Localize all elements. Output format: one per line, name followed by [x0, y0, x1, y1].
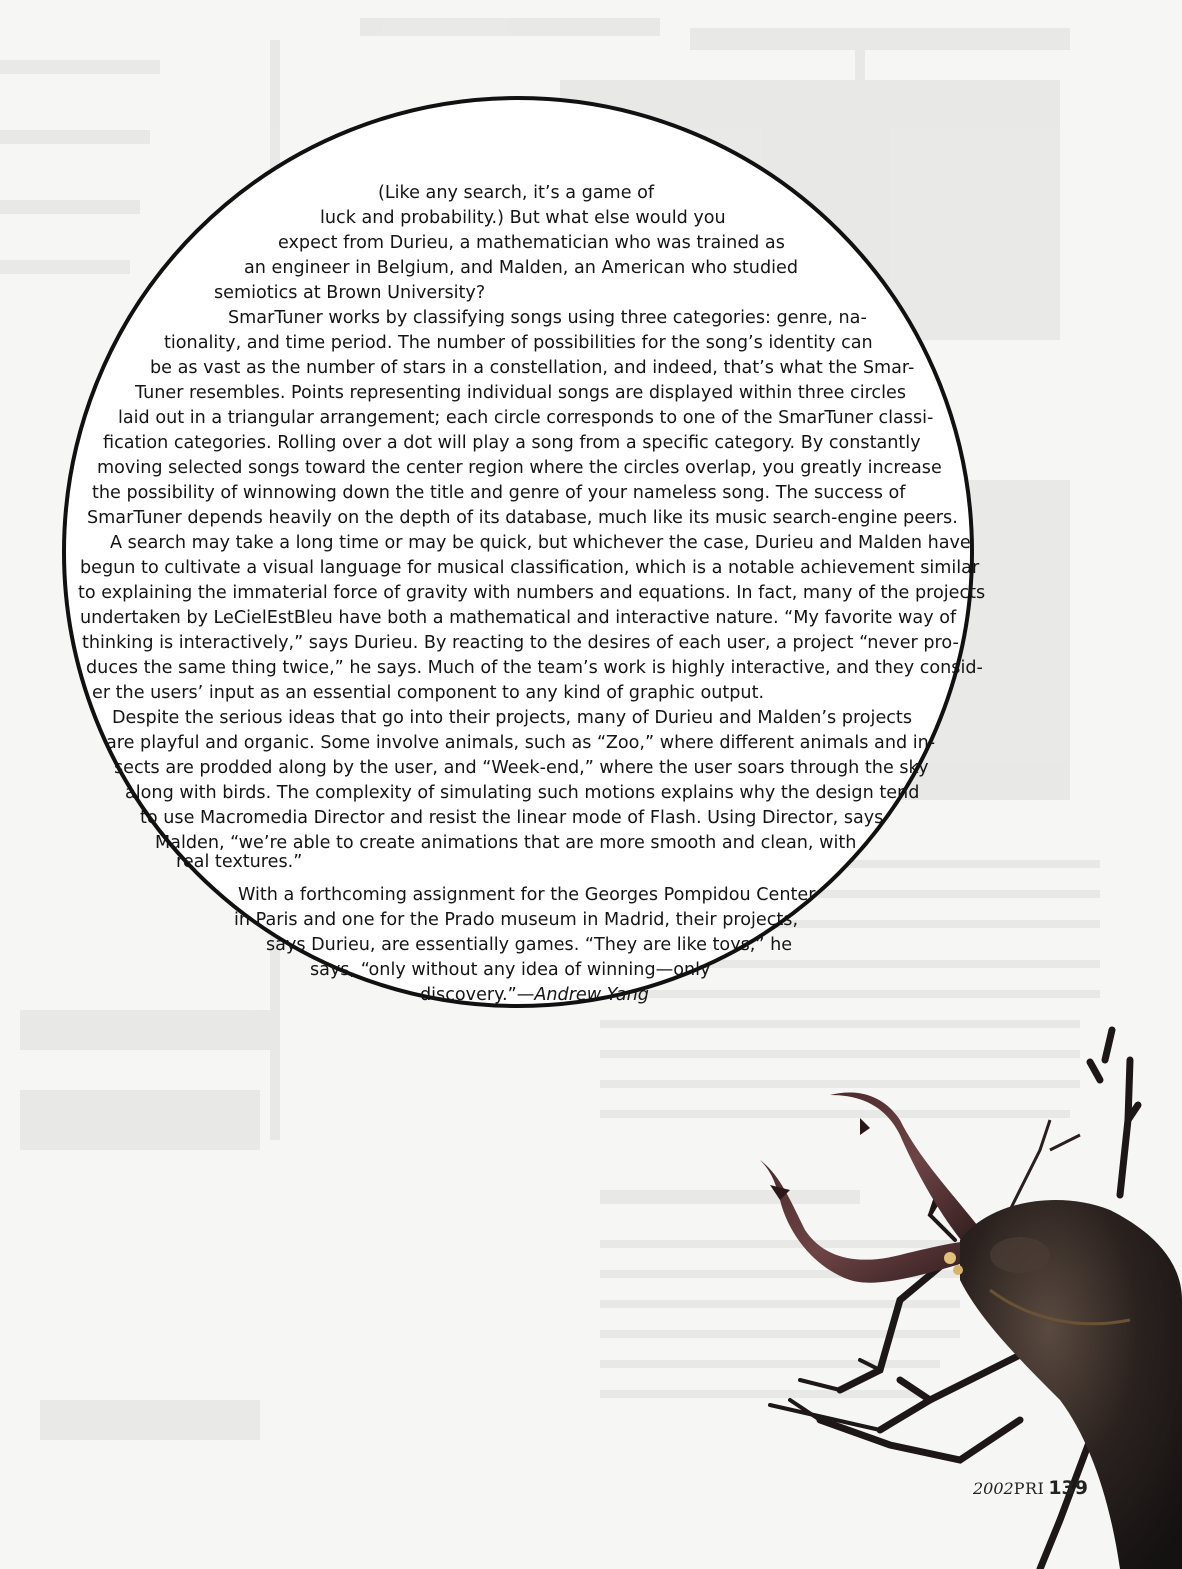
- article-line: fication categories. Rolling over a dot will play a song from a specific category. By constantly: [103, 433, 921, 453]
- page-number: 139: [1048, 1477, 1088, 1499]
- article-line: er the users’ input as an essential component to any kind of graphic output.: [92, 683, 765, 703]
- byline: —Andrew Yang: [516, 985, 649, 1005]
- article-line: are playful and organic. Some involve animals, such as “Zoo,” where different animals and in-: [106, 733, 936, 753]
- article-line: tionality, and time period. The number of possibilities for the song’s identity can: [164, 333, 873, 353]
- article-line: along with birds. The complexity of simulating such motions explains why the design tend: [125, 783, 920, 803]
- article-line: be as vast as the number of stars in a constellation, and indeed, that’s what the Smar-: [150, 358, 915, 378]
- article-line: laid out in a triangular arrangement; each circle corresponds to one of the SmarTuner classi-: [118, 408, 934, 428]
- article-line: thinking is interactively,” says Durieu. By reacting to the desires of each user, a project “never pro-: [82, 633, 959, 653]
- article-line: real textures.”: [176, 852, 303, 872]
- article-line: moving selected songs toward the center region where the circles overlap, you greatly increase: [97, 458, 942, 478]
- article-line: expect from Durieu, a mathematician who was trained as: [278, 233, 785, 253]
- article-line: With a forthcoming assignment for the Georges Pompidou Center: [238, 885, 816, 905]
- article-line: begun to cultivate a visual language for musical classification, which is a notable achievement similar: [80, 558, 980, 578]
- article-line: Tuner resembles. Points representing individual songs are displayed within three circles: [135, 383, 906, 403]
- article-line: luck and probability.) But what else would you: [320, 208, 726, 228]
- article-line: says, “only without any idea of winning—only: [310, 960, 711, 980]
- article-line: to explaining the immaterial force of gravity with numbers and equations. In fact, many of the projects: [78, 583, 986, 603]
- article-line: in Paris and one for the Prado museum in Madrid, their projects,: [234, 910, 799, 930]
- stag-beetle-photo: [740, 1020, 1182, 1569]
- article-line: Malden, “we’re able to create animations that are more smooth and clean, with: [155, 833, 857, 853]
- page-folio: [973, 1477, 1088, 1499]
- article-line: the possibility of winnowing down the title and genre of your nameless song. The success of: [92, 483, 906, 503]
- article-line: an engineer in Belgium, and Malden, an American who studied: [244, 258, 798, 278]
- article-line: SmarTuner works by classifying songs using three categories: genre, na-: [228, 308, 867, 328]
- article-line: semiotics at Brown University?: [214, 283, 486, 303]
- article-line: SmarTuner depends heavily on the depth of its database, much like its music search-engine peers.: [87, 508, 958, 528]
- folio-year: 2002: [972, 1479, 1014, 1498]
- closing-word: discovery.”: [420, 985, 517, 1005]
- article-line: A search may take a long time or may be quick, but whichever the case, Durieu and Malden have: [110, 533, 971, 553]
- article-line: sects are prodded along by the user, and “Week-end,” where the user soars through the sky: [114, 758, 929, 778]
- article-line: says Durieu, are essentially games. “They are like toys,” he: [266, 935, 793, 955]
- article-line: to use Macromedia Director and resist the linear mode of Flash. Using Director, says: [140, 808, 884, 828]
- folio-magazine: PRI: [1013, 1479, 1045, 1498]
- article-line: (Like any search, it’s a game of: [378, 183, 655, 203]
- article-line: undertaken by LeCielEstBleu have both a mathematical and interactive nature. “My favorite way of: [80, 608, 957, 628]
- article-line: duces the same thing twice,” he says. Much of the team’s work is highly interactive, and they consid-: [86, 658, 983, 678]
- article-line: Despite the serious ideas that go into their projects, many of Durieu and Malden’s projects: [112, 708, 912, 728]
- text-circle-frame: [62, 96, 974, 1008]
